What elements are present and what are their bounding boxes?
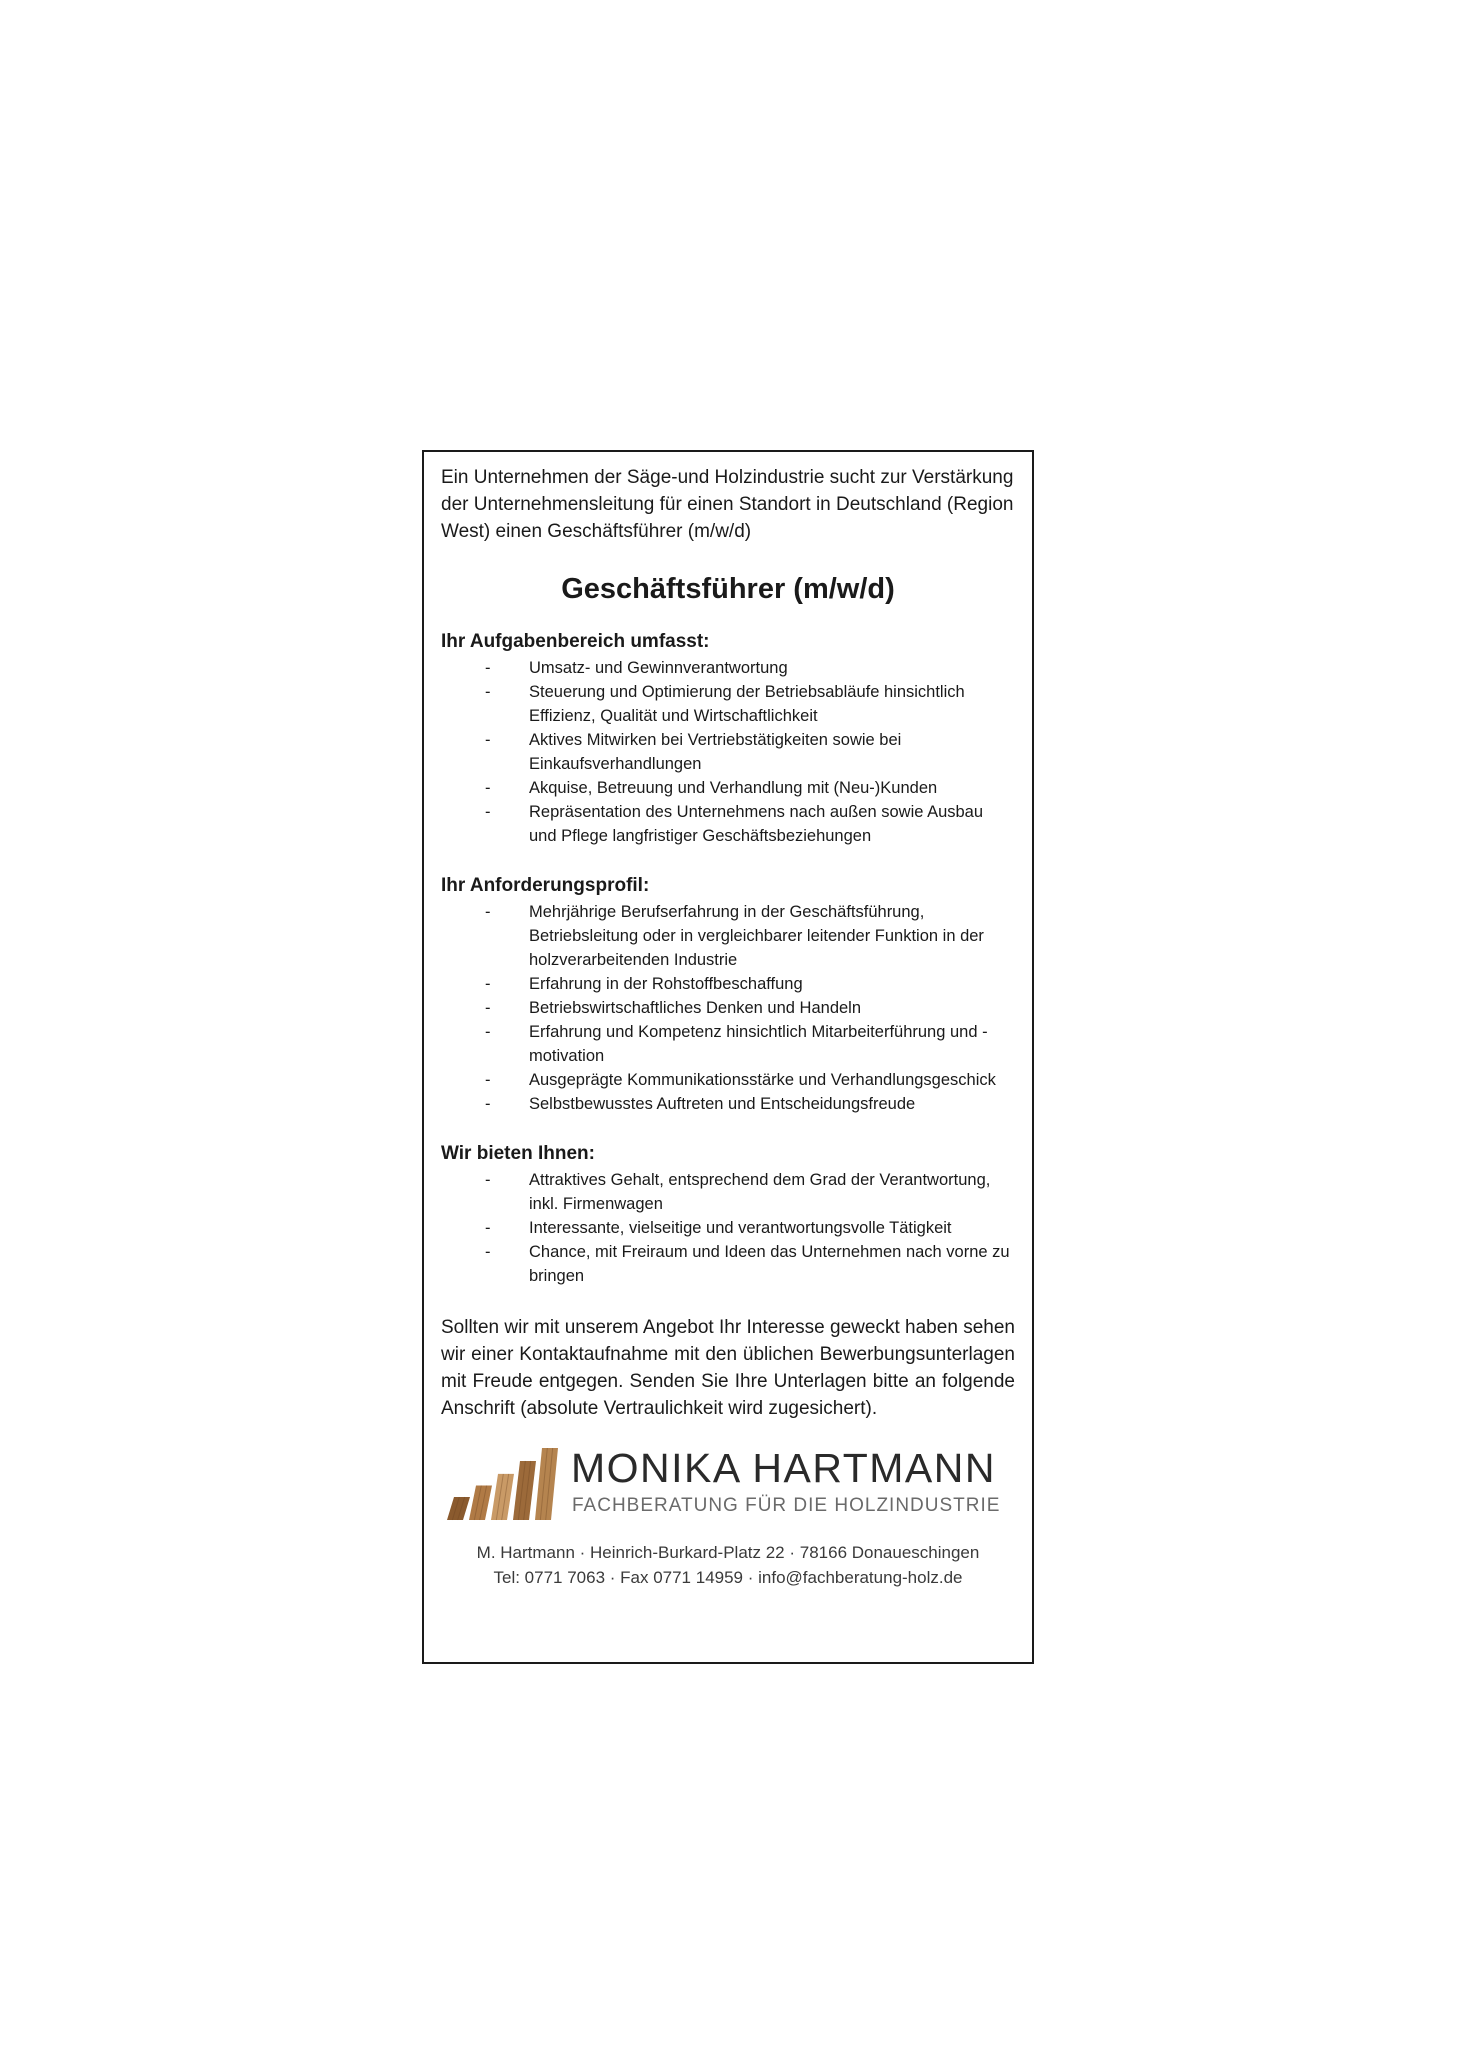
section-title: Ihr Aufgabenbereich umfasst: — [441, 631, 710, 652]
list-item — [441, 900, 1015, 972]
list-item — [441, 1068, 1015, 1092]
contact-address: M. Hartmann · Heinrich-Burkard-Platz 22 · 78166 Donaueschingen — [476, 1543, 980, 1562]
list-item — [441, 1092, 1015, 1116]
bullet-list — [441, 900, 1015, 1116]
list-item-text: Selbstbewusstes Auftreten und Entscheidungsfreude — [529, 1095, 916, 1113]
list-marker: - — [485, 779, 491, 797]
list-marker: - — [485, 975, 491, 993]
bullet-list — [441, 1168, 1015, 1288]
list-item-text: Akquise, Betreuung und Verhandlung mit (Neu-)Kunden — [529, 779, 938, 797]
section — [441, 1142, 1015, 1288]
list-item-text: Steuerung und Optimierung der Betriebsabläufe hinsichtlich Effizienz, Qualität und Wirtschaftlichkeit — [529, 683, 965, 725]
list-item-text: Interessante, vielseitige und verantwortungsvolle Tätigkeit — [529, 1219, 952, 1237]
list-item-text: Erfahrung in der Rohstoffbeschaffung — [529, 975, 803, 993]
company-logo — [441, 1444, 1015, 1526]
list-item-text: Mehrjährige Berufserfahrung in der Geschäftsführung, Betriebsleitung oder in vergleichbarer leitender Funktion in der holzverarbeitenden Industrie — [529, 903, 984, 969]
list-item — [441, 1168, 1015, 1216]
section — [441, 874, 1015, 1116]
list-marker: - — [485, 1071, 491, 1089]
list-item — [441, 972, 1015, 996]
list-item — [441, 996, 1015, 1020]
list-item — [441, 1216, 1015, 1240]
list-item-text: Aktives Mitwirken bei Vertriebstätigkeiten sowie bei Einkaufsverhandlungen — [529, 731, 902, 773]
list-item — [441, 728, 1015, 776]
job-title: Geschäftsführer (m/w/d) — [561, 573, 895, 605]
section — [441, 630, 1015, 848]
list-marker: - — [485, 903, 491, 921]
list-item-text: Chance, mit Freiraum und Ideen das Unternehmen nach vorne zu bringen — [529, 1243, 1010, 1285]
list-marker: - — [485, 999, 491, 1017]
list-item — [441, 1240, 1015, 1288]
list-item-text: Erfahrung und Kompetenz hinsichtlich Mitarbeiterführung und -motivation — [529, 1023, 988, 1065]
contact-phone-email: Tel: 0771 7063 · Fax 0771 14959 · info@fachberatung-holz.de — [493, 1568, 963, 1587]
wood-bars-icon — [443, 1446, 561, 1522]
sections — [441, 630, 1015, 1288]
list-item-text: Ausgeprägte Kommunikationsstärke und Verhandlungsgeschick — [529, 1071, 996, 1089]
list-item-text: Attraktives Gehalt, entsprechend dem Grad der Verantwortung, inkl. Firmenwagen — [529, 1171, 991, 1213]
list-item — [441, 1020, 1015, 1068]
job-ad — [422, 450, 1034, 1664]
list-item — [441, 656, 1015, 680]
list-marker: - — [485, 659, 491, 677]
section-title: Wir bieten Ihnen: — [441, 1143, 595, 1164]
list-marker: - — [485, 1171, 491, 1189]
contact-block — [441, 1540, 1015, 1590]
list-marker: - — [485, 1095, 491, 1113]
bullet-list — [441, 656, 1015, 848]
section-title: Ihr Anforderungsprofil: — [441, 875, 650, 896]
brand-name: MONIKA HARTMANN — [571, 1445, 996, 1491]
list-marker: - — [485, 1219, 491, 1237]
list-item-text: Betriebswirtschaftliches Denken und Handeln — [529, 999, 862, 1017]
list-marker: - — [485, 1023, 491, 1041]
list-marker: - — [485, 683, 491, 701]
list-item-text: Umsatz- und Gewinnverantwortung — [529, 659, 788, 677]
list-item-text: Repräsentation des Unternehmens nach außen sowie Ausbau und Pflege langfristiger Geschäftsbeziehungen — [529, 803, 984, 845]
list-marker: - — [485, 1243, 491, 1261]
list-marker: - — [485, 803, 491, 821]
intro-text: Ein Unternehmen der Säge-und Holzindustrie sucht zur Verstärkung der Unternehmensleitung für einen Standort in Deutschland (Region West) einen Geschäftsführer (m/w/d) — [441, 467, 1014, 542]
list-marker: - — [485, 731, 491, 749]
list-item — [441, 680, 1015, 728]
list-item — [441, 776, 1015, 800]
brand-subtitle: FACHBERATUNG FÜR DIE HOLZINDUSTRIE — [572, 1495, 1001, 1516]
closing-text: Sollten wir mit unserem Angebot Ihr Interesse geweckt haben sehen wir einer Kontaktaufnahme mit den üblichen Bewerbungsunterlagen mit Freude entgegen. Senden Sie Ihre Unterlagen bitte an folgende Anschrift (absolute Vertraulichkeit wird zugesichert). — [441, 1317, 1015, 1419]
list-item — [441, 800, 1015, 848]
